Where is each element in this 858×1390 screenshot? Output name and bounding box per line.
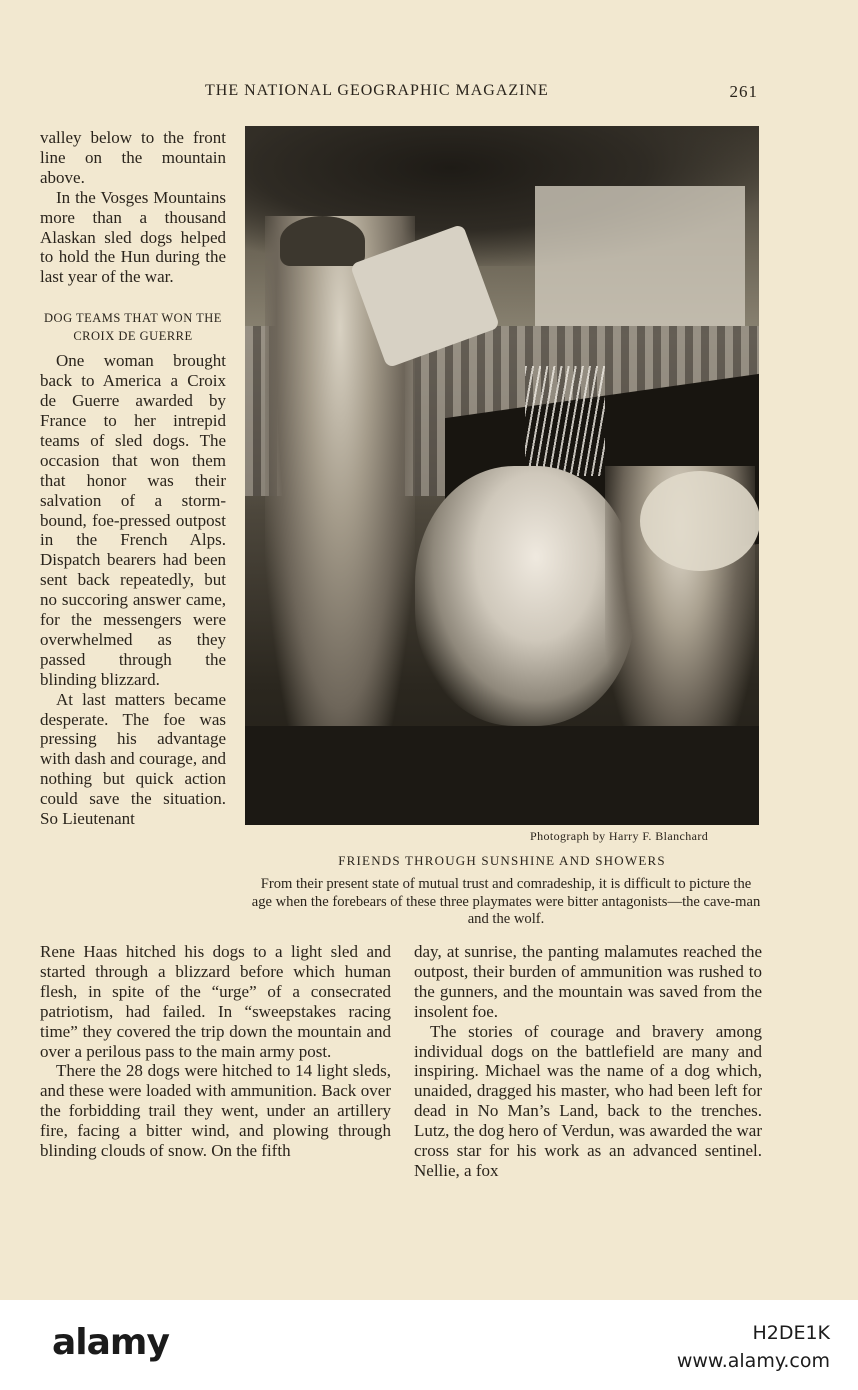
photo-credit: Photograph by Harry F. Blanchard — [530, 829, 709, 843]
boy-cap — [280, 216, 365, 266]
stock-photo-banner — [0, 1300, 858, 1390]
paragraph: The stories of courage and bravery among individual dogs on the battlefield are many and inspiring. Michael was the name of a dog which, unaided, dragged his master, who had been left for dead in No Man’s Land, back to the trenches. Lutz, the dog hero of Verdun, was awarded the war cross star for his work as an advanced sentinel. Nellie, a fox — [414, 1021, 762, 1180]
caption-title: FRIENDS THROUGH SUNSHINE AND SHOWERS — [338, 853, 666, 868]
background-sky — [535, 186, 745, 326]
image-id: H2DE1K — [752, 1322, 830, 1344]
straw-hat — [640, 471, 759, 571]
stock-url[interactable]: www.alamy.com — [676, 1350, 830, 1372]
section-subheading: DOG TEAMS THAT WON THE CROIX DE GUERRE — [44, 311, 222, 344]
paragraph: One woman brought back to America a Croix de Guerre awarded by France to her intrepid teams of sled dogs. The occasion that won them that honor was their salvation of a storm-bound, foe-pressed outpost in the French Alps. Dispatch bearers had been sent back repeatedly, but no succoring answer came, for the messengers were overwhelmed as they passed through the blinding blizzard. — [40, 351, 226, 689]
water-stream — [525, 366, 605, 476]
paragraph: day, at sunrise, the panting malamutes reached the outpost, their burden of ammunition was rushed to the gunners, and the mountain was saved from the insolent foe. — [414, 942, 762, 1021]
paragraph: At last matters became desperate. The foe was pressing his advantage with dash and courage, and nothing but quick action could save the situation. So Lieutenant — [40, 689, 226, 829]
alamy-logo: alamy — [52, 1322, 169, 1363]
magazine-title: THE NATIONAL GEOGRAPHIC MAGAZINE — [205, 82, 549, 99]
bottom-right-column — [414, 942, 762, 1181]
running-header — [40, 82, 760, 106]
paragraph: There the 28 dogs were hitched to 14 light sleds, and these were loaded with ammunition. Back over the forbidding trail they went, under an artillery fire, facing a bitter wind, and plowing through blinding clouds of snow. On the fifth — [40, 1061, 391, 1161]
photograph-children-with-dog — [245, 126, 759, 825]
ground — [245, 726, 759, 825]
page-number: 261 — [729, 82, 758, 101]
left-column — [40, 128, 226, 829]
paragraph: valley below to the front line on the mountain above. — [40, 128, 226, 187]
paragraph: Rene Haas hitched his dogs to a light sled and started through a blizzard before which human flesh, in spite of the “urge” of a consecrated patriotism, had failed. In “sweepstakes racing time” they covered the trip down the mountain and over a perilous pass to the main army post. — [40, 942, 391, 1061]
bottom-left-column — [40, 942, 391, 1161]
photo-caption: From their present state of mutual trust and comradeship, it is difficult to picture the age when the forebears of these three playmates were bitter antagonists—the cave-man and the wolf. — [251, 876, 761, 927]
terrier-dog — [415, 466, 635, 726]
paragraph: In the Vosges Mountains more than a thousand Alaskan sled dogs helped to hold the Hun during the last year of the war. — [40, 187, 226, 287]
